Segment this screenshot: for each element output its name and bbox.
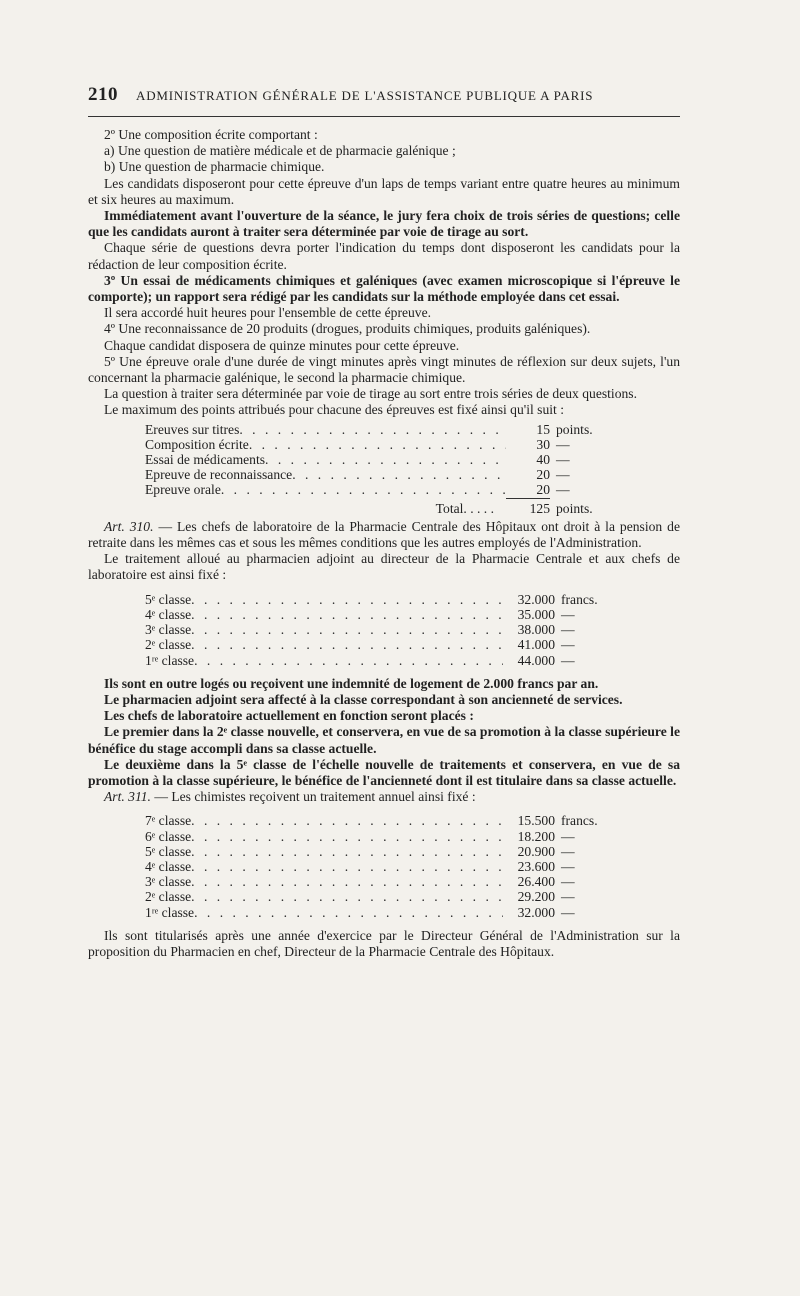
header-rule [88, 116, 680, 117]
salary-unit: — [561, 858, 575, 874]
points-value: 15 [536, 421, 550, 437]
class-label: 1ʳᵉ classe [145, 652, 195, 668]
salary-unit: — [561, 889, 575, 905]
paragraph: Le pharmacien adjoint sera affecté à la classe correspondant à son ancienneté de services. [104, 691, 623, 707]
paragraph: 3º Un essai de médicaments chimiques et galéniques (avec examen microscopique si l'épreuve le comporte); un rapport sera rédigé par les candidats sur la méthode employée dans cet essai. [88, 272, 680, 305]
salary-value: 29.200 [517, 889, 555, 905]
salary-row [145, 874, 625, 889]
salary-table-chimistes [145, 813, 625, 919]
leader-dots [191, 829, 503, 844]
paragraph: Chaque candidat disposera de quinze minutes pour cette épreuve. [104, 337, 460, 353]
salary-unit: francs. [561, 813, 598, 829]
salary-unit: francs. [561, 591, 598, 607]
leader-dots [191, 844, 503, 859]
points-unit: — [556, 452, 570, 468]
leader-dots [221, 482, 506, 497]
article-311-text: — Les chimistes reçoivent un traitement annuel ainsi fixé : [150, 789, 476, 805]
salary-row [145, 607, 625, 622]
article-311 [88, 789, 680, 805]
salary-unit: — [561, 606, 575, 622]
points-value: 30 [536, 436, 550, 452]
class-label: 5ᵉ classe [145, 591, 192, 607]
points-row [145, 482, 620, 498]
paragraph: Immédiatement avant l'ouverture de la séance, le jury fera choix de trois séries de questions; celle que les candidats auront à traiter sera déterminée par voie de tirage au sort. [88, 208, 680, 240]
leader-dots [191, 859, 503, 874]
class-label: 5ᵉ classe [145, 843, 192, 859]
paragraph: Le maximum des points attribués pour chacune des épreuves est fixé ainsi qu'il suit : [104, 402, 564, 418]
paragraph: 4º Une reconnaissance de 20 produits (drogues, produits chimiques, produits galéniques). [104, 321, 591, 337]
paragraph: 5º Une épreuve orale d'une durée de vingt minutes après vingt minutes de réflexion sur deux sujets, l'un concernant la pharmacie galénique, le second la pharmacie chimique. [88, 353, 680, 386]
salary-unit: — [561, 904, 575, 920]
paragraph: a) Une question de matière médicale et de pharmacie galénique ; [104, 143, 456, 159]
points-label: Ereuves sur titres [145, 421, 240, 437]
leader-dots [249, 437, 506, 452]
article-310-text: — Les chefs de laboratoire de la Pharmacie Centrale des Hôpitaux ont droit à la pension de retraite dans les mêmes cas et sous les mêmes conditions que les autres employés de l'Administration. [88, 518, 680, 551]
exam-paragraphs [88, 127, 680, 419]
total-value: 125 [529, 500, 550, 516]
salary-unit: — [561, 874, 575, 890]
points-value: 40 [536, 452, 550, 468]
class-label: 2ᵉ classe [145, 637, 192, 653]
points-row [145, 452, 620, 467]
article-310 [88, 519, 680, 551]
salary-unit: — [561, 828, 575, 844]
paragraph: Les chefs de laboratoire actuellement en fonction seront placés : [104, 708, 474, 724]
points-label: Epreuve de reconnaissance [145, 467, 293, 483]
article-311-ref: Art. 311. [104, 789, 151, 805]
salary-value: 35.000 [517, 606, 555, 622]
salary-row [145, 844, 625, 859]
salary-unit: — [561, 622, 575, 638]
total-label: Total. . . . . [435, 500, 494, 516]
class-label: 1ʳᵉ classe [145, 904, 195, 920]
points-unit: — [556, 467, 570, 483]
leader-dots [191, 592, 503, 607]
leader-dots [191, 622, 503, 637]
points-value: 20 [536, 467, 550, 483]
salary-row [145, 813, 625, 828]
paragraph: Les candidats disposeront pour cette épreuve d'un laps de temps variant entre quatre heures au minimum et six heures au maximum. [88, 175, 680, 207]
running-head: ADMINISTRATION GÉNÉRALE DE L'ASSISTANCE PUBLIQUE A PARIS [136, 88, 594, 103]
paragraph: Le premier dans la 2ᵉ classe nouvelle, et conservera, en vue de sa promotion à la classe supérieure le bénéfice du stage accompli dans sa classe actuelle. [88, 724, 680, 756]
points-label: Essai de médicaments [145, 452, 266, 468]
leader-dots [194, 905, 503, 920]
points-total-row [145, 501, 620, 516]
closing-paragraph: Ils sont titularisés après une année d'exercice par le Directeur Général de l'Administration sur la proposition du Pharmacien en chef, Directeur de la Pharmacie Centrale des Hôpitaux. [88, 927, 680, 959]
page-number: 210 [88, 84, 118, 105]
salary-value: 26.400 [517, 874, 555, 890]
leader-dots [191, 889, 503, 904]
points-row [145, 437, 620, 452]
article-310-ref: Art. 310. [104, 518, 154, 534]
class-label: 3ᵉ classe [145, 622, 192, 638]
leader-dots [191, 607, 503, 622]
class-label: 3ᵉ classe [145, 874, 192, 890]
salary-row [145, 637, 625, 652]
points-unit: points. [556, 421, 593, 437]
points-row [145, 467, 620, 482]
page-body [88, 127, 680, 960]
salary-row [145, 592, 625, 607]
logement-paragraphs [88, 676, 680, 789]
points-unit: — [556, 436, 570, 452]
salary-row [145, 905, 625, 920]
salary-value: 38.000 [517, 622, 555, 638]
leader-dots [194, 653, 503, 668]
page-header [88, 84, 678, 106]
salary-value: 32.000 [517, 591, 555, 607]
salary-row [145, 829, 625, 844]
total-unit: points. [556, 500, 593, 516]
paragraph: La question à traiter sera déterminée par voie de tirage au sort entre trois séries de deux questions. [104, 386, 637, 402]
paragraph: Chaque série de questions devra porter l'indication du temps dont disposeront les candidats pour la rédaction de leur composition écrite. [88, 240, 680, 272]
class-label: 2ᵉ classe [145, 889, 192, 905]
leader-dots [191, 813, 503, 828]
points-label: Composition écrite [145, 436, 249, 452]
salary-row [145, 653, 625, 668]
points-table [145, 422, 620, 516]
points-row [145, 422, 620, 437]
class-label: 7ᵉ classe [145, 813, 192, 829]
leader-dots [265, 452, 506, 467]
class-label: 6ᵉ classe [145, 828, 192, 844]
leader-dots [191, 637, 503, 652]
paragraph: Ils sont en outre logés ou reçoivent une indemnité de logement de 2.000 francs par an. [104, 675, 599, 691]
salary-value: 44.000 [517, 652, 555, 668]
paragraph: 2º Une composition écrite comportant : [104, 127, 318, 142]
salary-unit: — [561, 843, 575, 859]
salary-value: 32.000 [517, 904, 555, 920]
leader-dots [191, 874, 503, 889]
leader-dots [239, 422, 506, 437]
paragraph: Le deuxième dans la 5ᵉ classe de l'échelle nouvelle de traitements et conservera, en vue de sa promotion à la classe supérieure, le bénéfice de l'ancienneté dont il est titulaire dans sa classe actuelle. [88, 756, 680, 788]
salary-row [145, 889, 625, 904]
salary-value: 15.500 [517, 813, 555, 829]
salary-unit: — [561, 637, 575, 653]
paragraph-traitement: Le traitement alloué au pharmacien adjoint au directeur de la Pharmacie Centrale et aux chefs de laboratoire est ainsi fixé : [88, 551, 680, 583]
points-value: 20 [506, 482, 550, 498]
salary-row [145, 622, 625, 637]
salary-value: 18.200 [517, 828, 555, 844]
salary-unit: — [561, 652, 575, 668]
salary-value: 41.000 [517, 637, 555, 653]
points-unit: — [556, 482, 570, 498]
salary-value: 23.600 [517, 858, 555, 874]
class-label: 4ᵉ classe [145, 858, 192, 874]
paragraph: Il sera accordé huit heures pour l'ensemble de cette épreuve. [104, 305, 432, 321]
salary-value: 20.900 [517, 843, 555, 859]
salary-table-pharmacie [145, 592, 625, 668]
paragraph: b) Une question de pharmacie chimique. [104, 159, 325, 175]
points-label: Epreuve orale [145, 482, 221, 498]
leader-dots [292, 467, 506, 482]
salary-row [145, 859, 625, 874]
class-label: 4ᵉ classe [145, 606, 192, 622]
